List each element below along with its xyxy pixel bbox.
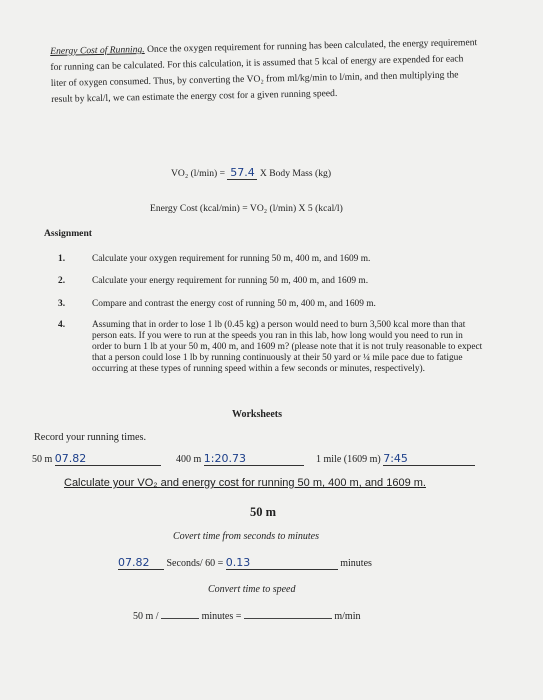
- convert-speed-label: Convert time to speed: [208, 584, 296, 595]
- section-50m-heading: 50 m: [250, 505, 277, 519]
- time-1mile-value: 7:45: [383, 452, 475, 466]
- time-1mile: 1 mile (1609 m) 7:45: [316, 452, 475, 466]
- assignment-item-4: 4. Assuming that in order to lose 1 lb (0.45 kg) a person would need to burn 3,500 kcal more than that person eats. If you were to run at the speeds you ran in this lab, how long would you need to run in order to burn 1 lb at your 50 m, 400 m, and 1609 m? (please note that it is not truly reasonable to expect that a person could lose 1 lb by running continuously at their 50 yard or ¼ mile pace due to fatigue occurring at these types of running speed within a few seconds or minutes, respectively).: [58, 320, 483, 374]
- intro-heading: Energy Cost of Running.: [50, 44, 145, 57]
- speed-blank: [244, 618, 332, 619]
- assignment-heading: Assignment: [44, 228, 92, 239]
- convert-seconds-label: Covert time from seconds to minutes: [173, 531, 320, 542]
- energy-cost-formula: Energy Cost (kcal/min) = VO₂ (l/min) X 5 (kcal/l): [150, 203, 343, 214]
- minutes-value: 0.13: [226, 556, 338, 570]
- time-400m: 400 m 1:20.73: [176, 452, 304, 466]
- record-instruction: Record your running times.: [34, 432, 147, 443]
- seconds-to-minutes-row: 07.82 Seconds/ 60 = 0.13 minutes: [118, 556, 372, 569]
- worksheets-heading: Worksheets: [232, 409, 282, 420]
- minutes-blank: [161, 618, 199, 619]
- seconds-value: 07.82: [118, 556, 164, 570]
- worksheet-page: Energy Cost of Running. Once the oxygen requirement for running has been calculated, the energy requirement for running can be calculated. For this calculation, it is assumed that 5 kcal of energy are expended for each liter of oxygen consumed. Thus, by converting the VO₂ from ml/kg/min to l/min, and then multiplying the result by kcal/l, we can estimate the energy cost for a given running speed. VO₂ (l/min) = 57.4 X Body Mass (kg) Energy Cost (kcal/min) = VO₂ (l/min) X 5 (kcal/l) Assignment 1. Calculate your oxygen requirement for running 50 m, 400 m, and 1609 m. 2. Calculate your energy requirement for running 50 m, 400 m, and 1609 m. 3. Compare and contrast the energy cost of running 50 m, 400 m, and 1609 m. 4. Assuming that in order to lose 1 lb (0.45 kg) a person would need to burn 3,500 kcal more than that person eats. If you were to run at the speeds you ran in this lab, how long would you need to run in order to burn 1 lb at your 50 m, 400 m, and 1609 m? (please note that it is not truly reasonable to expect that a person could lose 1 lb by running continuously at their 50 yard or ¼ mile pace due to fatigue occurring at these types of running speed within a few seconds or minutes, respectively). Worksheets Record your running times. 50 m 07.82 400 m 1:20.73 1 mile (1609 m) 7:45 Calculate your VO₂ and energy cost for running 50 m, 400 m, and 1609 m. 50 m Covert time from seconds to minutes 07.82 Seconds/ 60 = 0.13 minutes Convert time to speed 50 m / minutes = m/min: [0, 0, 543, 700]
- time-50m: 50 m 07.82: [32, 452, 161, 466]
- vo2-handwritten-value: 57.4: [227, 166, 257, 180]
- vo2-formula: VO₂ (l/min) = 57.4 X Body Mass (kg): [171, 166, 332, 179]
- speed-row: 50 m / minutes = m/min: [133, 611, 361, 622]
- calculate-instruction: Calculate your VO₂ and energy cost for running 50 m, 400 m, and 1609 m.: [64, 477, 426, 489]
- intro-text: Once the oxygen requirement for running has been calculated, the energy requirement for running can be calculated. For this calculation, it is assumed that 5 kcal of energy are expended for each liter of oxygen consumed. Thus, by converting the VO₂ from ml/kg/min to l/min, and then multiplying the result by kcal/l, we can estimate the energy cost for a given running speed.: [50, 37, 478, 105]
- time-50m-value: 07.82: [55, 452, 161, 466]
- time-400m-value: 1:20.73: [204, 452, 304, 466]
- intro-paragraph: [50, 35, 479, 108]
